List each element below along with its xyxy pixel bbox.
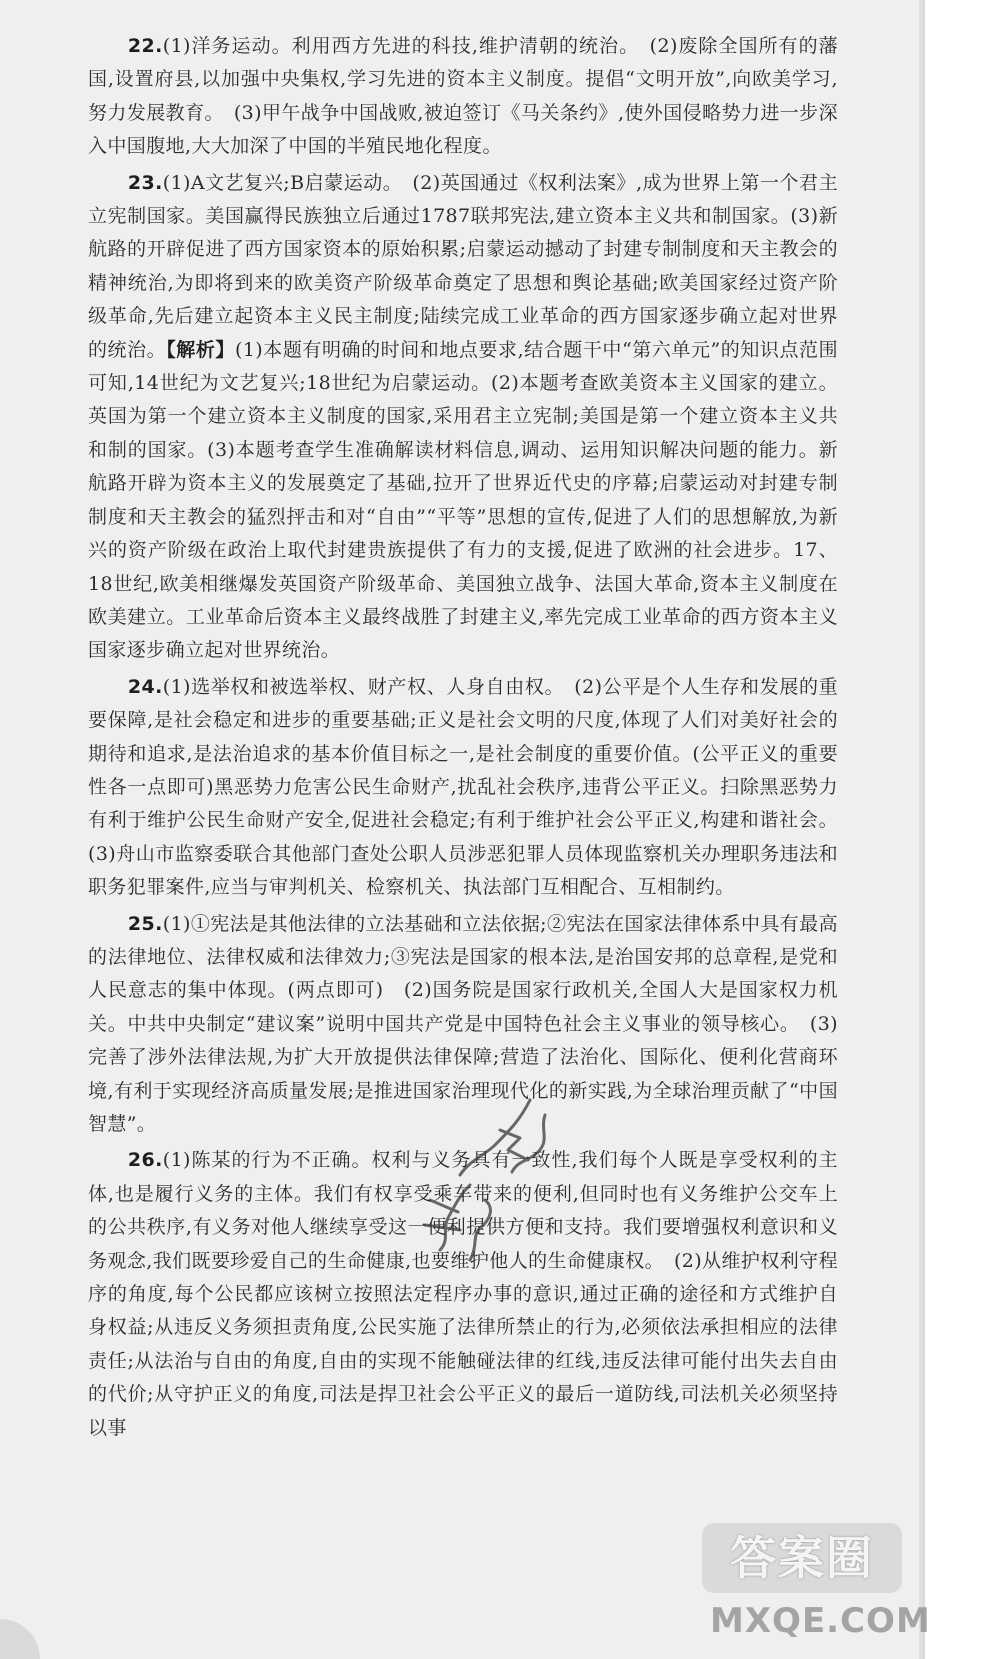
site-watermark [702, 1523, 931, 1653]
answer-24 [88, 671, 838, 905]
answer-23 [88, 167, 838, 668]
scan-edge [919, 0, 925, 1659]
answer-22 [88, 30, 838, 164]
question-number: 26. [127, 1149, 163, 1172]
answer-text: (1)①宪法是其他法律的立法基础和立法依据;②宪法在国家法律体系中具有最高的法律地位、法律权威和法律效力;③宪法是国家的根本法,是治国安邦的总章程,是党和人民意志的集中体现。(两点即可) (2)国务院是国家行政机关,全国人大是国家权力机关。中共中央制定“建议案”说明中国共产党是中国特色社会主义事业的领导核心。 (3)完善了涉外法律法规,为扩大开放提供法律保障;营造了法治化、国际化、便利化营商环境,有利于实现经济高质量发展;是推进国家治理现代化的新实践,为全球治理贡献了“中国智慧”。 [88, 912, 838, 1135]
analysis-label: 【解析】 [166, 338, 235, 361]
question-number: 22. [127, 35, 163, 57]
answer-text: (1)洋务运动。利用西方先进的科技,维护清朝的统治。 (2)废除全国所有的藩国,设置府县,以加强中央集权,学习先进的资本主义制度。提倡“文明开放”,向欧美学习,努力发展教育。 (3)甲午战争中国战败,被迫签订《马关条约》,使外国侵略势力进一步深入中国腹地,大大加深了中国的半殖民地化程度。 [88, 35, 838, 158]
watermark-url: MXQE.COM [710, 1601, 931, 1641]
answer-text: (1)选举权和被选举权、财产权、人身自由权。 (2)公平是个人生存和发展的重要保障,是社会稳定和进步的重要基础;正义是社会文明的尺度,体现了人们对美好社会的期待和追求,是法治追求的基本价值目标之一,是社会制度的重要价值。(公平正义的重要性各一点即可)黑恶势力危害公民生命财产,扰乱社会秩序,违背公平正义。扫除黑恶势力有利于维护公民生命财产安全,促进社会稳定;有利于维护社会公平正义,构建和谐社会。(3)舟山市监察委联合其他部门查处公职人员涉恶犯罪人员体现监察机关办理职务违法和职务犯罪案件,应当与审判机关、检察机关、执法部门互相配合、互相制约。 [88, 675, 838, 899]
watermark-badge: 答案圈 [702, 1523, 902, 1593]
page-corner [0, 1619, 40, 1659]
answer-text: (1)陈某的行为不正确。权利与义务具有一致性,我们每个人既是享受权利的主体,也是履行义务的主体。我们有权享受乘车带来的便利,但同时也有义务维护公交车上的公共秩序,有义务对他人继续享受这一便利提供方便和支持。我们要增强权利意识和义务观念,我们既要珍爱自己的生命健康,也要维护他人的生命健康权。 (2)从维护权利守程序的角度,每个公民都应该树立按照法定程序办事的意识,通过正确的途径和方式维护自身权益;从违反义务须担责角度,公民实施了法律所禁止的行为,必须依法承担相应的法律责任;从法治与自由的角度,自由的实现不能触碰法律的红线,违反法律可能付出失去自由的代价;从守护正义的角度,司法是捍卫社会公平正义的最后一道防线,司法机关必须坚持以事 [88, 1149, 838, 1439]
answer-text: (1)A文艺复兴;B启蒙运动。 (2)英国通过《权利法案》,成为世界上第一个君主立宪制国家。美国赢得民族独立后通过1787联邦宪法,建立资本主义共和制国家。(3)新航路的开辟促进了西方国家资本的原始积累;启蒙运动撼动了封建专制制度和天主教会的精神统治,为即将到来的欧美资产阶级革命奠定了思想和舆论基础;欧美国家经过资产阶级革命,先后建立起资本主义民主制度;陆续完成工业革命的西方国家逐步确立起对世界的统治。 [88, 171, 838, 361]
handwritten-annotation [400, 1090, 570, 1270]
analysis-text: (1)本题有明确的时间和地点要求,结合题干中“第六单元”的知识点范围可知,14世纪为文艺复兴;18世纪为启蒙运动。(2)本题考查欧美资本主义国家的建立。英国为第一个建立资本主义制度的国家,采用君主立宪制;美国是第一个建立资本主义共和制的国家。(3)本题考查学生准确解读材料信息,调动、运用知识解决问题的能力。新航路开辟为资本主义的发展奠定了基础,拉开了世界近代史的序幕;启蒙运动对封建专制制度和天主教会的猛烈抨击和对“自由”“平等”思想的宣传,促进了人们的思想解放,为新兴的资产阶级在政治上取代封建贵族提供了有力的支援,促进了欧洲的社会进步。17、18世纪,欧美相继爆发英国资产阶级革命、美国独立战争、法国大革命,资本主义制度在欧美建立。工业革命后资本主义最终战胜了封建主义,率先完成工业革命的西方资本主义国家逐步确立起对世界统治。 [88, 338, 838, 662]
question-number: 25. [127, 912, 163, 935]
question-number: 23. [127, 171, 163, 194]
question-number: 24. [127, 675, 163, 698]
